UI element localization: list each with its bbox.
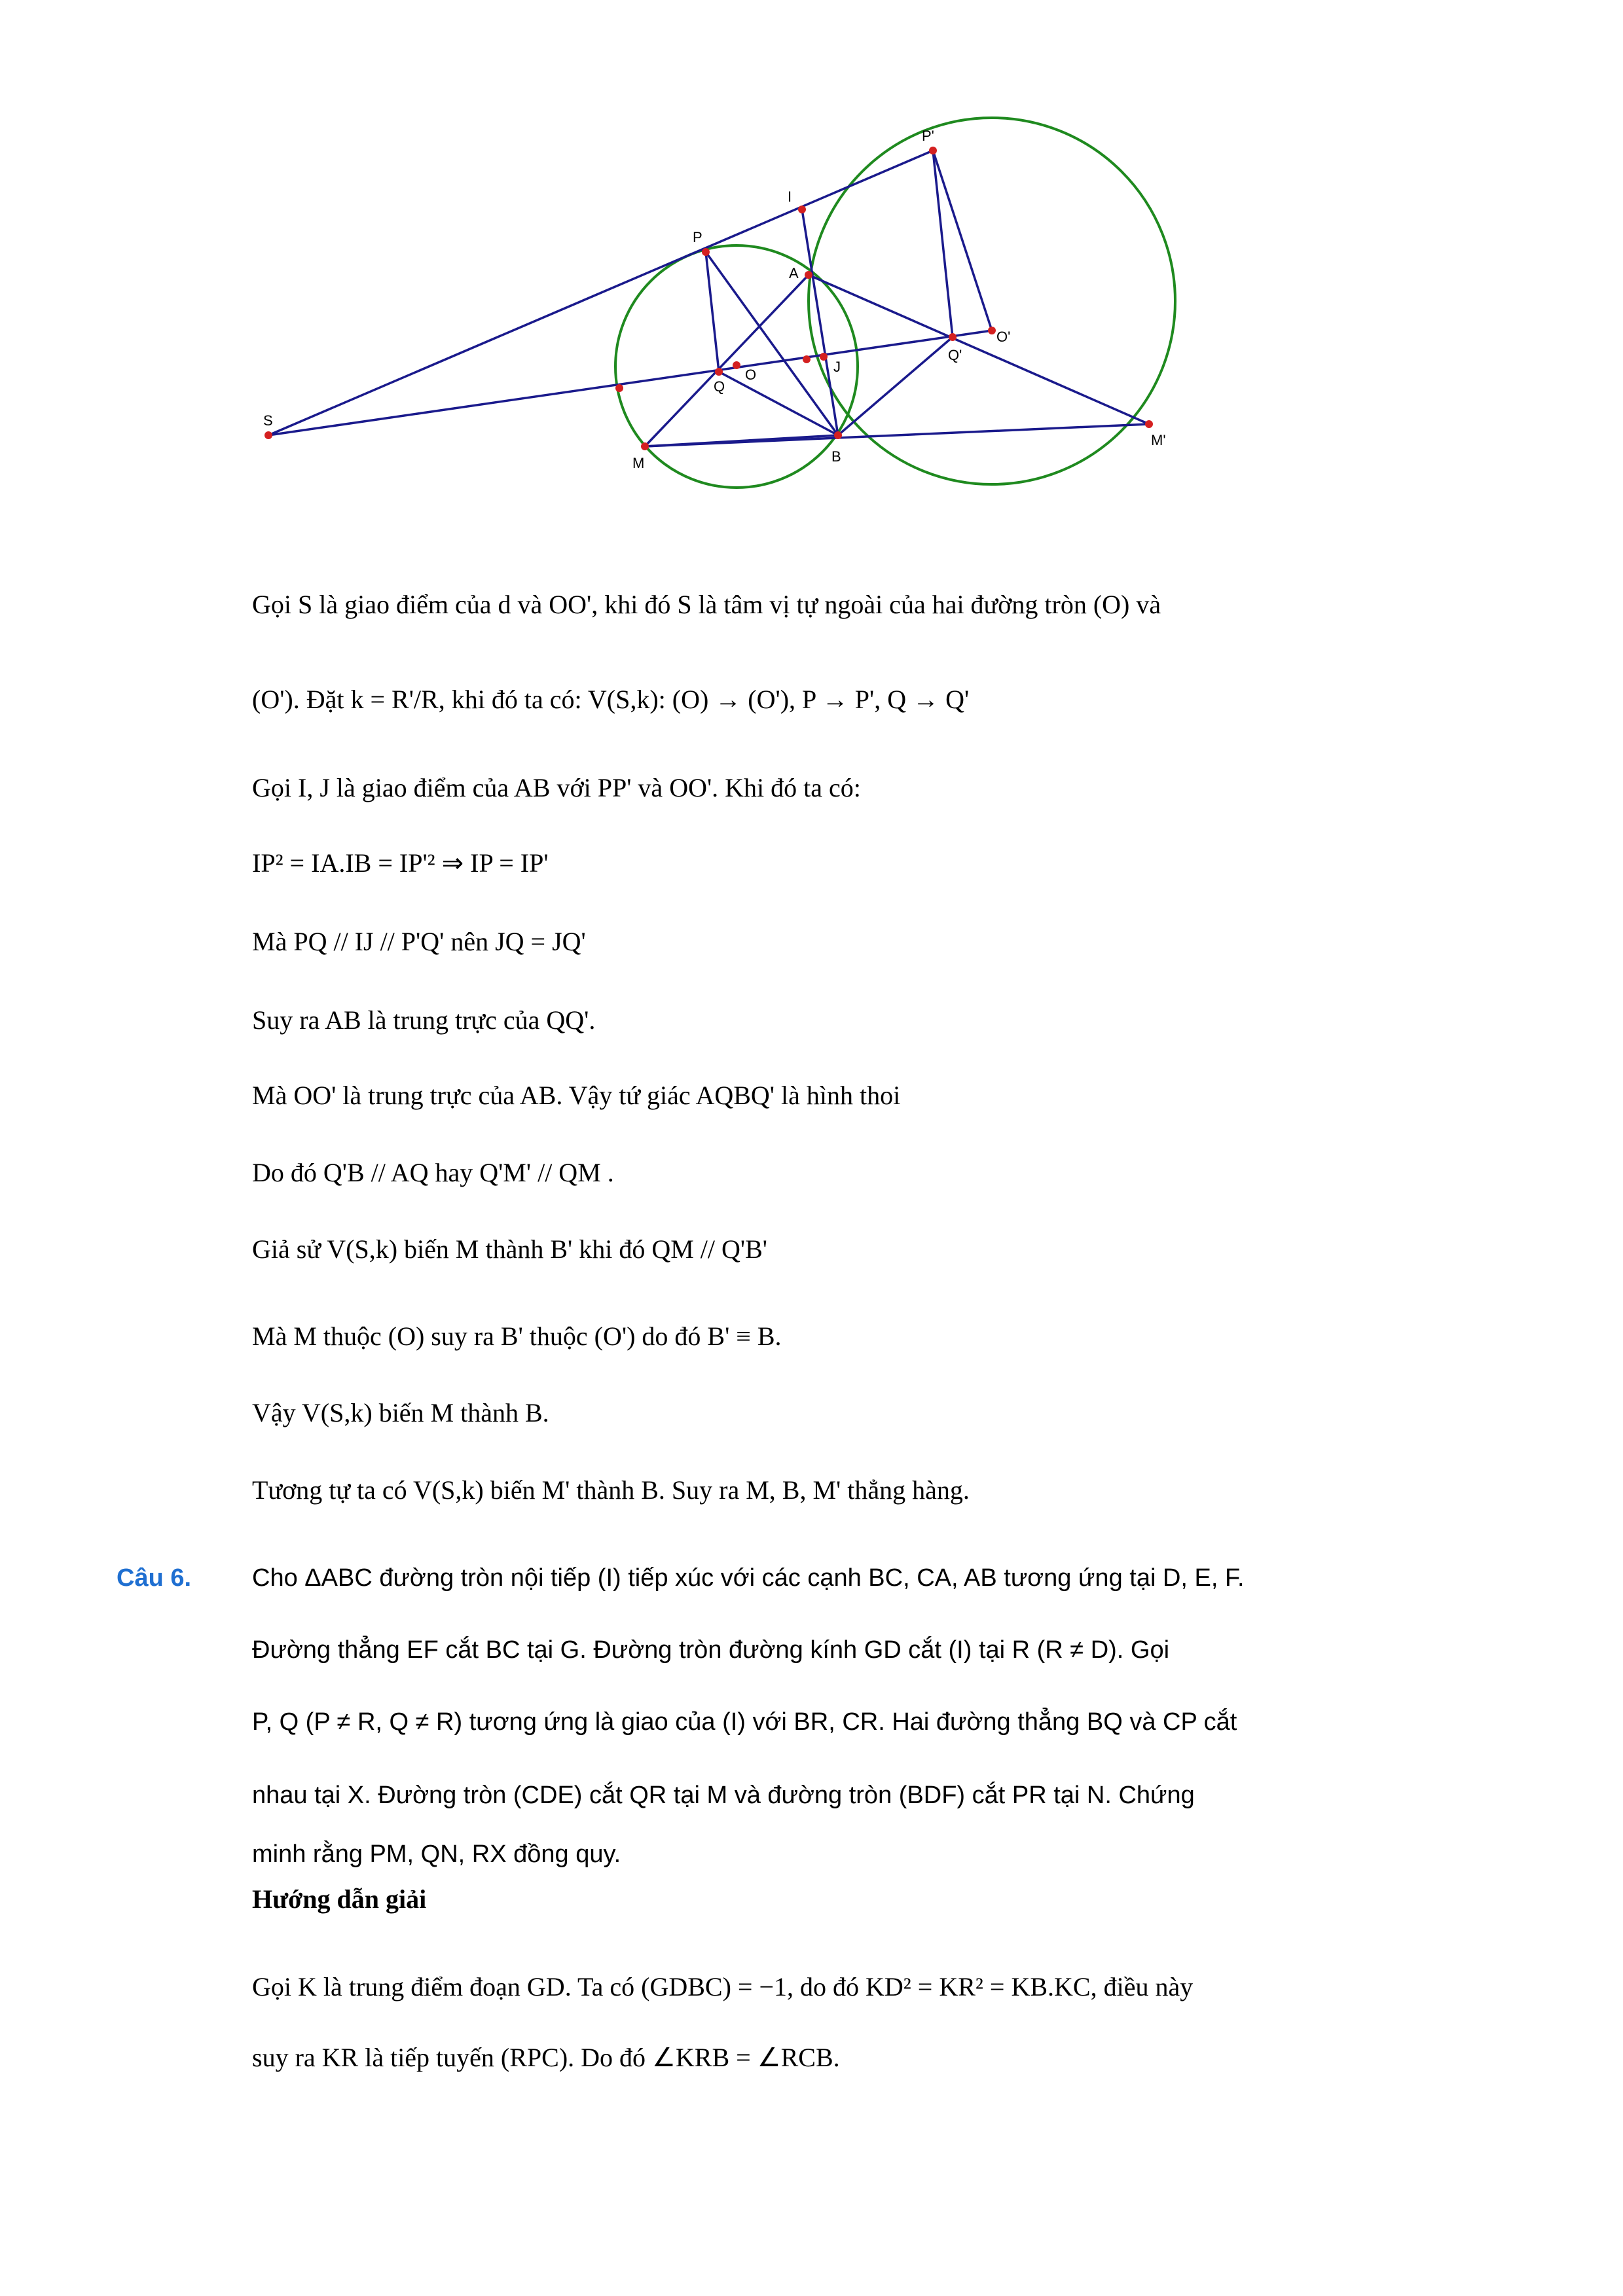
text-line-1: Gọi S là giao điểm của d và OO', khi đó S là tâm vị tự ngoài của hai đường tròn (O) và bbox=[252, 590, 1161, 619]
question-6-line-3: P, Q (P ≠ R, Q ≠ R) tương ứng là giao của (I) với BR, CR. Hai đường thẳng BQ và CP cắt bbox=[252, 1708, 1237, 1736]
label-p: P bbox=[693, 229, 702, 245]
guide-line-1: Gọi K là trung điểm đoạn GD. Ta có (GDBC) = −1, do đó KD² = KR² = KB.KC, điều này bbox=[252, 1972, 1194, 2001]
text-line-8: Do đó Q'B // AQ hay Q'M' // QM . bbox=[252, 1158, 614, 1187]
text-line-3: Gọi I, J là giao điểm của AB với PP' và OO'. Khi đó ta có: bbox=[252, 773, 861, 802]
guide-line-2: suy ra KR là tiếp tuyến (RPC). Do đó ∠KRB = ∠RCB. bbox=[252, 2043, 840, 2072]
label-s: S bbox=[263, 412, 273, 429]
question-6-line-4: nhau tại X. Đường tròn (CDE) cắt QR tại M và đường tròn (BDF) cắt PR tại N. Chứng bbox=[252, 1782, 1195, 1809]
line-m-b bbox=[645, 435, 838, 446]
label-i: I bbox=[788, 188, 792, 205]
label-o: O bbox=[745, 367, 757, 383]
line-i-b bbox=[802, 209, 838, 435]
text-line-2a bbox=[252, 684, 969, 715]
label-p-prime: P' bbox=[922, 128, 934, 144]
line-p-q bbox=[706, 252, 719, 372]
question-6-line-1: Cho ΔABC đường tròn nội tiếp (I) tiếp xúc với các cạnh BC, CA, AB tương ứng tại D, E, F. bbox=[252, 1564, 1245, 1592]
text-line-7: Mà OO' là trung trực của AB. Vậy tứ giác AQBQ' là hình thoi bbox=[252, 1081, 901, 1110]
text-line-12: Tương tự ta có V(S,k) biến M' thành B. Suy ra M, B, M' thẳng hàng. bbox=[252, 1475, 970, 1505]
label-m-prime: M' bbox=[1151, 432, 1166, 448]
label-b: B bbox=[831, 448, 841, 465]
text-line-2b-content: , khi đó ta có: V(S,k): (O) → (O'), P → P', Q → Q' bbox=[438, 685, 970, 714]
text-line-11: Vậy V(S,k) biến M thành B. bbox=[252, 1398, 549, 1427]
guide-title: Hướng dẫn giải bbox=[252, 1884, 427, 1914]
text-line-5: Mà PQ // IJ // P'Q' nên JQ = JQ' bbox=[252, 927, 586, 956]
label-q: Q bbox=[714, 378, 725, 395]
question-6-line-2: Đường thẳng EF cắt BC tại G. Đường tròn đường kính GD cắt (I) tại R (R ≠ D). Gọi bbox=[252, 1636, 1170, 1664]
label-a: A bbox=[789, 265, 799, 281]
question-6-line-5: minh rằng PM, QN, RX đồng quy. bbox=[252, 1840, 621, 1868]
question-6-label: Câu 6. bbox=[117, 1564, 192, 1592]
text-line-4: IP² = IA.IB = IP'² ⇒ IP = IP' bbox=[252, 848, 549, 878]
line-so-prime bbox=[268, 331, 992, 435]
text-line-9: Giả sử V(S,k) biến M thành B' khi đó QM // Q'B' bbox=[252, 1234, 768, 1264]
circle-o-prime bbox=[809, 118, 1175, 484]
label-o-prime: O' bbox=[996, 329, 1011, 345]
label-q-prime: Q' bbox=[948, 347, 962, 363]
geometry-figure bbox=[0, 0, 1623, 537]
label-j: J bbox=[833, 359, 841, 375]
text-line-6: Suy ra AB là trung trực của QQ'. bbox=[252, 1005, 596, 1035]
line-q-b bbox=[719, 372, 838, 435]
text-line-2a-content: (O'). Đặt k = R'/R bbox=[252, 685, 439, 714]
text-line-10: Mà M thuộc (O) suy ra B' thuộc (O') do đó B' ≡ B. bbox=[252, 1321, 782, 1351]
label-m: M bbox=[632, 455, 645, 471]
